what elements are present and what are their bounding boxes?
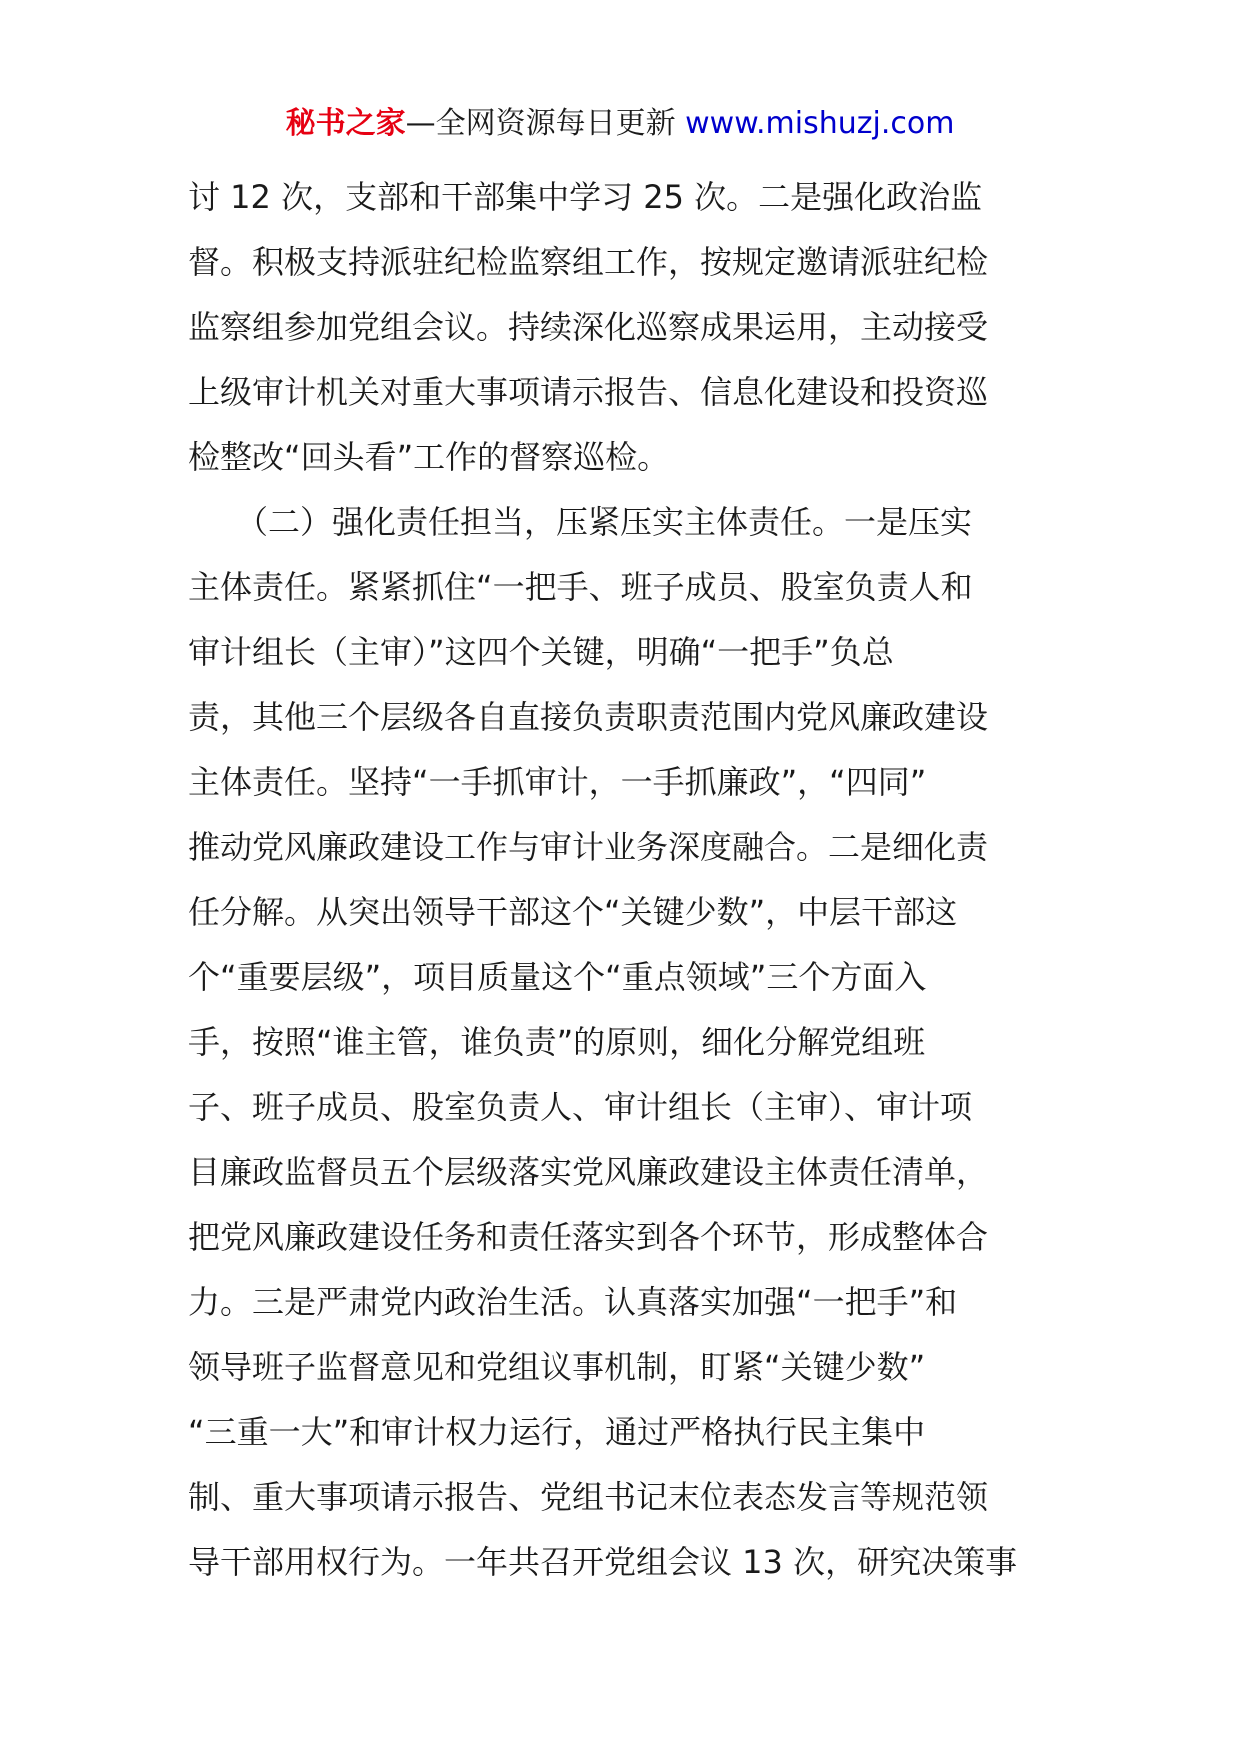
text-line: 督。积极支持派驻纪检监察组工作，按规定邀请派驻纪检: [188, 243, 989, 281]
text-line: 主体责任。紧紧抓住“一把手、班子成员、股室负责人和: [188, 568, 973, 606]
text-line: 审计组长（主审）”这四个关键，明确“一把手”负总: [188, 633, 894, 671]
text-line: 监察组参加党组会议。持续深化巡察成果运用，主动接受: [188, 308, 989, 346]
text-line: 个“重要层级”，项目质量这个“重点领域”三个方面入: [188, 958, 927, 996]
text-line: 责，其他三个层级各自直接负责职责范围内党风廉政建设: [188, 698, 989, 736]
site-brand: 秘书之家: [285, 106, 406, 141]
text-line: 任分解。从突出领导干部这个“关键少数”，中层干部这: [188, 893, 958, 931]
text-line: 力。三是严肃党内政治生活。认真落实加强“一把手”和: [188, 1283, 958, 1321]
text-line: 推动党风廉政建设工作与审计业务深度融合。二是细化责: [188, 828, 989, 866]
text-line: 领导班子监督意见和党组议事机制，盯紧“关键少数”: [188, 1348, 926, 1386]
text-line: 检整改“回头看”工作的督察巡检。: [188, 438, 670, 476]
text-line: 手，按照“谁主管，谁负责”的原则，细化分解党组班: [188, 1023, 926, 1061]
site-url-link[interactable]: www.mishuzj.com: [685, 106, 955, 141]
text-line: 讨 12 次，支部和干部集中学习 25 次。二是强化政治监: [188, 178, 983, 216]
text-line: （二）强化责任担当，压紧压实主体责任。一是压实: [188, 503, 973, 541]
text-line: 导干部用权行为。一年共召开党组会议 13 次，研究决策事: [188, 1543, 1018, 1581]
document-body: [188, 165, 1058, 1595]
text-line: 目廉政监督员五个层级落实党风廉政建设主体责任清单，: [188, 1153, 989, 1191]
site-tagline: —全网资源每日更新: [405, 106, 676, 141]
text-line: 把党风廉政建设任务和责任落实到各个环节，形成整体合: [188, 1218, 989, 1256]
text-line: 制、重大事项请示报告、党组书记末位表态发言等规范领: [188, 1478, 989, 1516]
text-line: “三重一大”和审计权力运行，通过严格执行民主集中: [188, 1413, 926, 1451]
text-line: 上级审计机关对重大事项请示报告、信息化建设和投资巡: [188, 373, 989, 411]
page-header: [0, 104, 1240, 144]
text-line: 主体责任。坚持“一手抓审计，一手抓廉政”，“四同”: [188, 763, 927, 801]
text-line: 子、班子成员、股室负责人、审计组长（主审）、审计项: [188, 1088, 973, 1126]
